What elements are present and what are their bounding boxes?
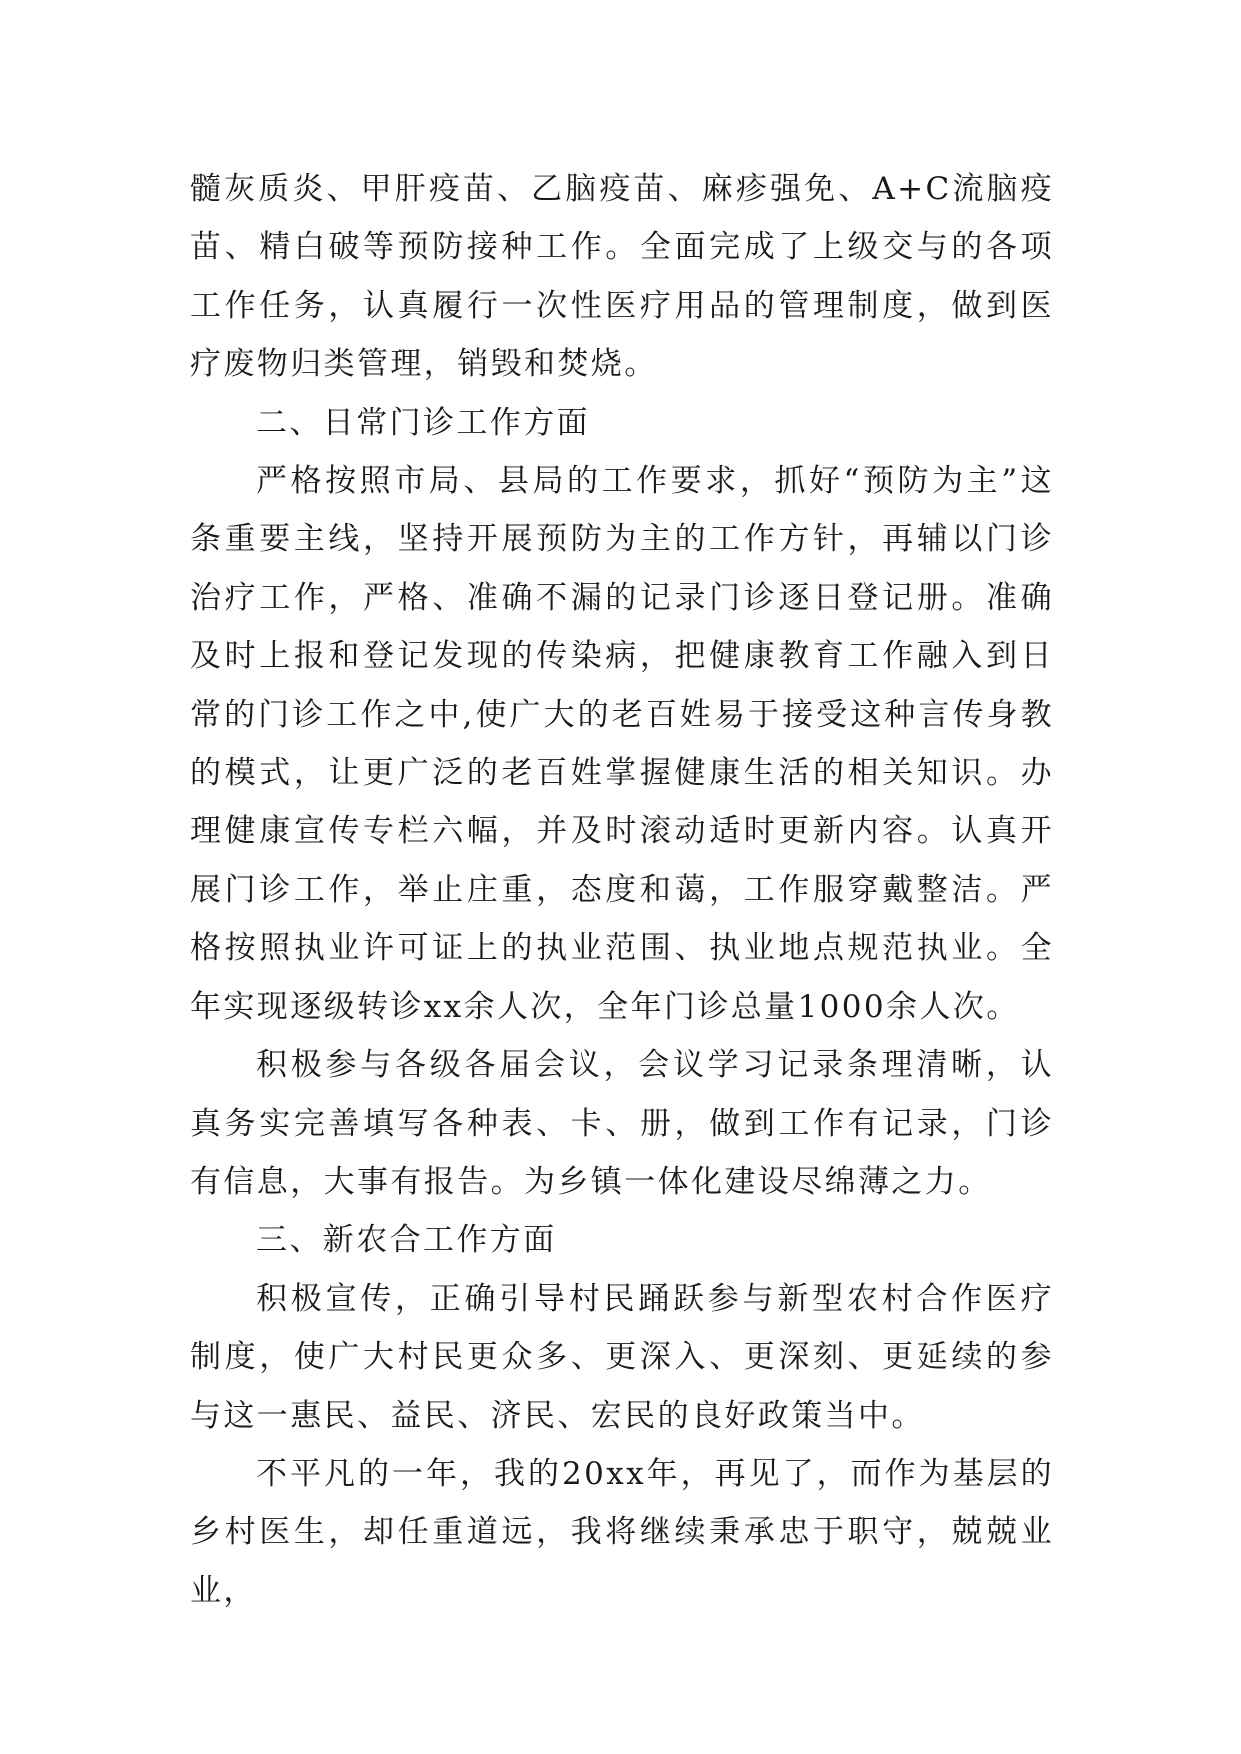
heading-rural-cooperative: 三、新农合工作方面 — [256, 1222, 557, 1259]
document-body — [190, 160, 1054, 1620]
paragraph-outpatient-work: 严格按照市局、县局的工作要求，抓好“预防为主”这条重要主线，坚持开展预防为主的工作方针，再辅以门诊治疗工作，严格、准确不漏的记录门诊逐日登记册。准确及时上报和登记发现的传染病，把健康教育工作融入到日常的门诊工作之中,使广大的老百姓易于接受这种言传身教的模式，让更广泛的老百姓掌握健康生活的相关知识。办理健康宣传专栏六幅，并及时滚动适时更新内容。认真开展门诊工作，举止庄重，态度和蔼，工作服穿戴整洁。严格按照执业许可证上的执业范围、执业地点规范执业。全年实现逐级转诊xx余人次，全年门诊总量1000余人次。 — [190, 463, 1054, 1025]
paragraph-year-summary: 不平凡的一年，我的20xx年，再见了，而作为基层的乡村医生，却任重道远，我将继续秉承忠于职守，兢兢业业， — [190, 1455, 1054, 1609]
heading-outpatient-work: 二、日常门诊工作方面 — [256, 404, 590, 441]
paragraph-rural-cooperative: 积极宣传，正确引导村民踊跃参与新型农村合作医疗制度，使广大村民更众多、更深入、更深刻、更延续的参与这一惠民、益民、济民、宏民的良好政策当中。 — [190, 1280, 1054, 1434]
paragraph-meetings: 积极参与各级各届会议，会议学习记录条理清晰，认真务实完善填写各种表、卡、册，做到工作有记录，门诊有信息，大事有报告。为乡镇一体化建设尽绵薄之力。 — [190, 1047, 1054, 1200]
paragraph-vaccination-continued: 髓灰质炎、甲肝疫苗、乙脑疫苗、麻疹强免、A+C流脑疫苗、精白破等预防接种工作。全面完成了上级交与的各项工作任务，认真履行一次性医疗用品的管理制度，做到医疗废物归类管理，销毁和焚烧。 — [190, 171, 1054, 383]
